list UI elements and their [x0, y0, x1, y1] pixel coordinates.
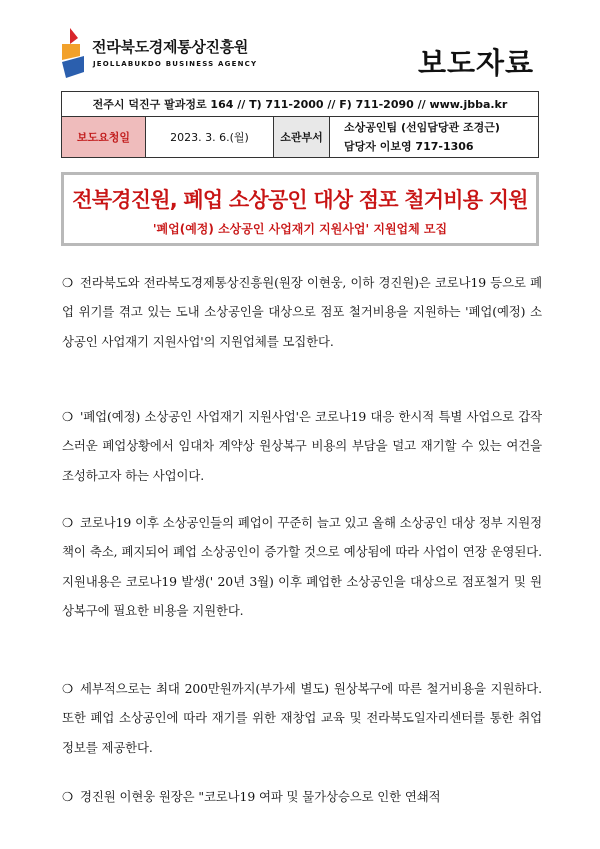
bullet-circle-icon: ❍	[62, 789, 74, 804]
paragraph-text: 전라북도와 전라북도경제통상진흥원(원장 이현웅, 이하 경진원)은 코로나19 등으로 폐업 위기를 겪고 있는 도내 소상공인을 대상으로 점포 철거비용을 지원하는 '폐업(예정) 소상공인 사업재기 지원사업'의 지원업체를 모집한다.	[62, 275, 542, 349]
bullet-circle-icon: ❍	[62, 275, 74, 290]
body-paragraph-1	[62, 268, 542, 356]
body-paragraph-3	[62, 508, 542, 625]
body-paragraph-2	[62, 402, 542, 490]
bullet-circle-icon: ❍	[62, 409, 74, 424]
headline-subtitle: '폐업(예정) 소상공인 사업재기 지원사업' 지원업체 모집	[152, 222, 448, 236]
paragraph-text: '폐업(예정) 소상공인 사업재기 지원사업'은 코로나19 대응 한시적 특별 사업으로 갑작스러운 폐업상황에서 임대차 계약상 원상복구 비용의 부담을 덜고 재기할 수 있는 여건을 조성하고자 하는 사업이다.	[62, 409, 542, 483]
paragraph-text: 세부적으로는 최대 200만원까지(부가세 별도) 원상복구에 따른 철거비용을 지원하다. 또한 폐업 소상공인에 따라 재기를 위한 재창업 교육 및 전라북도일자리센터를 통한 취업정보를 제공한다.	[62, 681, 542, 755]
contact-info-text: 전주시 덕진구 팔과정로 164 // T) 711-2000 // F) 711-2090 // www.jbba.kr	[92, 98, 508, 111]
department-label: 소관부서	[274, 117, 330, 157]
headline-box	[61, 172, 539, 246]
document-type-title: 보도자료	[417, 46, 534, 80]
contact-info-bar	[61, 91, 539, 117]
paragraph-text: 경진원 이현웅 원장은 "코로나19 여파 및 물가상승으로 인한 연쇄적	[80, 789, 441, 804]
release-info-table	[61, 117, 539, 158]
request-date-value: 2023. 3. 6.(월)	[146, 117, 274, 157]
request-date-label: 보도요청일	[62, 117, 146, 157]
bullet-circle-icon: ❍	[62, 515, 74, 530]
department-contact: 담당자 이보영 717-1306	[344, 140, 474, 153]
body-paragraph-4	[62, 674, 542, 762]
agency-logo-icon	[58, 26, 88, 82]
headline-title: 전북경진원, 폐업 소상공인 대상 점포 철거비용 지원	[72, 188, 528, 212]
department-info	[330, 117, 538, 157]
body-paragraph-5	[62, 782, 542, 811]
org-name-english: JEOLLABUKDO BUSINESS AGENCY	[93, 60, 258, 68]
agency-logo	[58, 26, 288, 82]
bullet-circle-icon: ❍	[62, 681, 74, 696]
org-name-korean: 전라북도경제통상진흥원	[92, 38, 249, 56]
paragraph-text: 코로나19 이후 소상공인들의 폐업이 꾸준히 늘고 있고 올해 소상공인 대상 정부 지원정책이 축소, 폐지되어 폐업 소상공인이 증가할 것으로 예상됨에 따라 사업이 연장 운영된다. 지원내용은 코로나19 발생(' 20년 3월) 이후 폐업한 소상공인을 대상으로 점포철거 및 원상복구에 필요한 비용을 지원한다.	[62, 515, 542, 618]
department-team: 소상공인팀 (선임담당관 조경근)	[344, 121, 500, 134]
